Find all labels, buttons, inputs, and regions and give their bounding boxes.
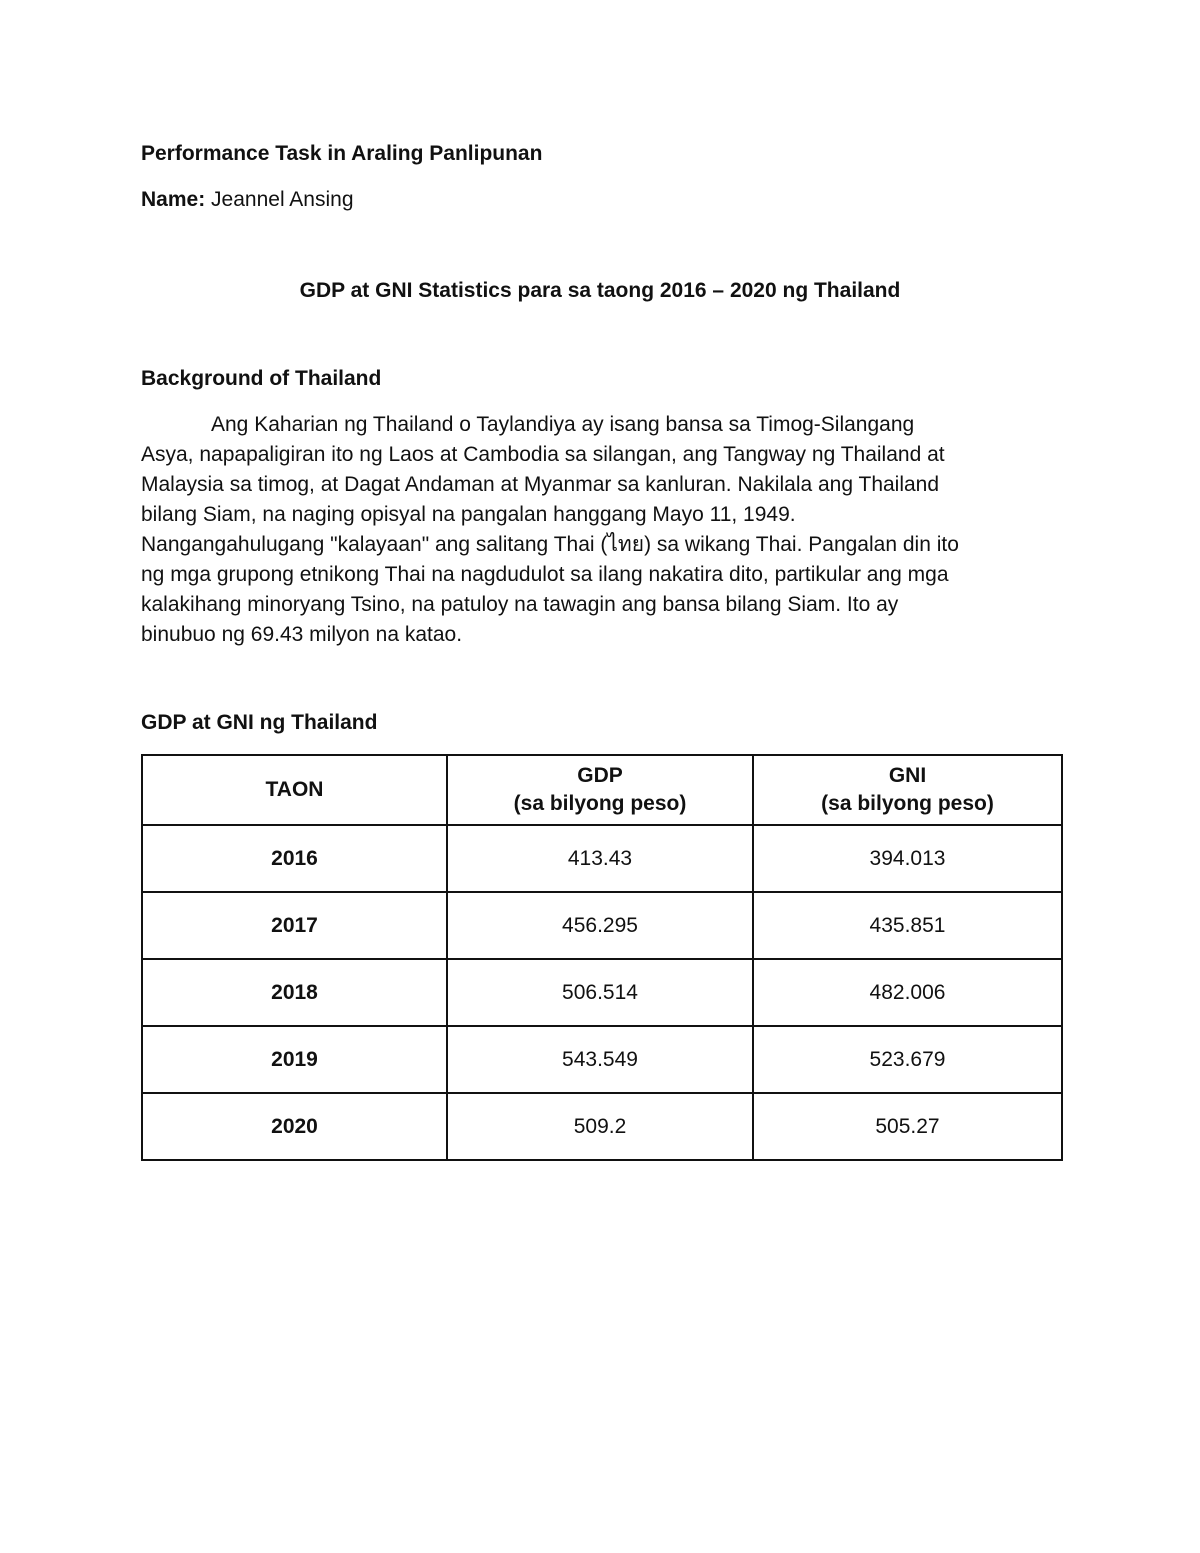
name-line [141, 187, 354, 213]
header-gni-label: GNI [888, 764, 927, 787]
name-label: Name: [141, 188, 206, 211]
table-heading: GDP at GNI ng Thailand [141, 711, 378, 734]
header-taon-label: TAON [265, 778, 324, 801]
gdp-cell: 543.549 [447, 1026, 753, 1093]
year-cell: 2016 [142, 825, 447, 892]
background-paragraph [141, 410, 1071, 650]
year-cell: 2020 [142, 1093, 447, 1160]
main-heading: GDP at GNI Statistics para sa taong 2016 – 2020 ng Thailand [299, 279, 901, 302]
year-cell: 2018 [142, 959, 447, 1026]
table-row [142, 825, 1062, 892]
background-heading: Background of Thailand [141, 367, 382, 390]
header-gni-unit: (sa bilyong peso) [821, 792, 994, 815]
year-cell: 2017 [142, 892, 447, 959]
table-row [142, 892, 1062, 959]
paragraph-line: Malaysia sa timog, at Dagat Andaman at Myanmar sa kanluran. Nakilala ang Thailand [141, 473, 940, 496]
document-title: Performance Task in Araling Panlipunan [141, 142, 543, 165]
paragraph-line: bilang Siam, na naging opisyal na pangalan hanggang Mayo 11, 1949. [141, 503, 796, 526]
gdp-cell: 413.43 [447, 825, 753, 892]
table-header-row [142, 755, 1062, 825]
paragraph-line: binubuo ng 69.43 milyon na katao. [141, 623, 463, 646]
gni-cell: 523.679 [753, 1026, 1062, 1093]
year-cell: 2019 [142, 1026, 447, 1093]
gni-cell: 435.851 [753, 892, 1062, 959]
table-row [142, 959, 1062, 1026]
paragraph-line: ng mga grupong etnikong Thai na nagdudulot sa ilang nakatira dito, partikular ang mga [141, 563, 949, 586]
gdp-gni-table [141, 754, 1063, 1161]
gni-cell: 505.27 [753, 1093, 1062, 1160]
gdp-cell: 456.295 [447, 892, 753, 959]
gni-cell: 482.006 [753, 959, 1062, 1026]
header-gdp-label: GDP [577, 764, 623, 787]
header-gdp [447, 755, 753, 825]
gni-cell: 394.013 [753, 825, 1062, 892]
paragraph-line: Asya, napapaligiran ito ng Laos at Cambodia sa silangan, ang Tangway ng Thailand at [141, 443, 945, 466]
name-value: Jeannel Ansing [211, 188, 354, 211]
gdp-cell: 509.2 [447, 1093, 753, 1160]
header-gdp-unit: (sa bilyong peso) [513, 792, 687, 815]
header-gni [753, 755, 1062, 825]
paragraph-line: kalakihang minoryang Tsino, na patuloy na tawagin ang bansa bilang Siam. Ito ay [141, 593, 899, 616]
paragraph-line: Ang Kaharian ng Thailand o Taylandiya ay isang bansa sa Timog-Silangang [211, 413, 915, 436]
gdp-cell: 506.514 [447, 959, 753, 1026]
table-row [142, 1093, 1062, 1160]
header-taon [142, 755, 447, 825]
paragraph-line: Nangangahulugang "kalayaan" ang salitang Thai (ไทย) sa wikang Thai. Pangalan din ito [141, 533, 959, 556]
table-row [142, 1026, 1062, 1093]
